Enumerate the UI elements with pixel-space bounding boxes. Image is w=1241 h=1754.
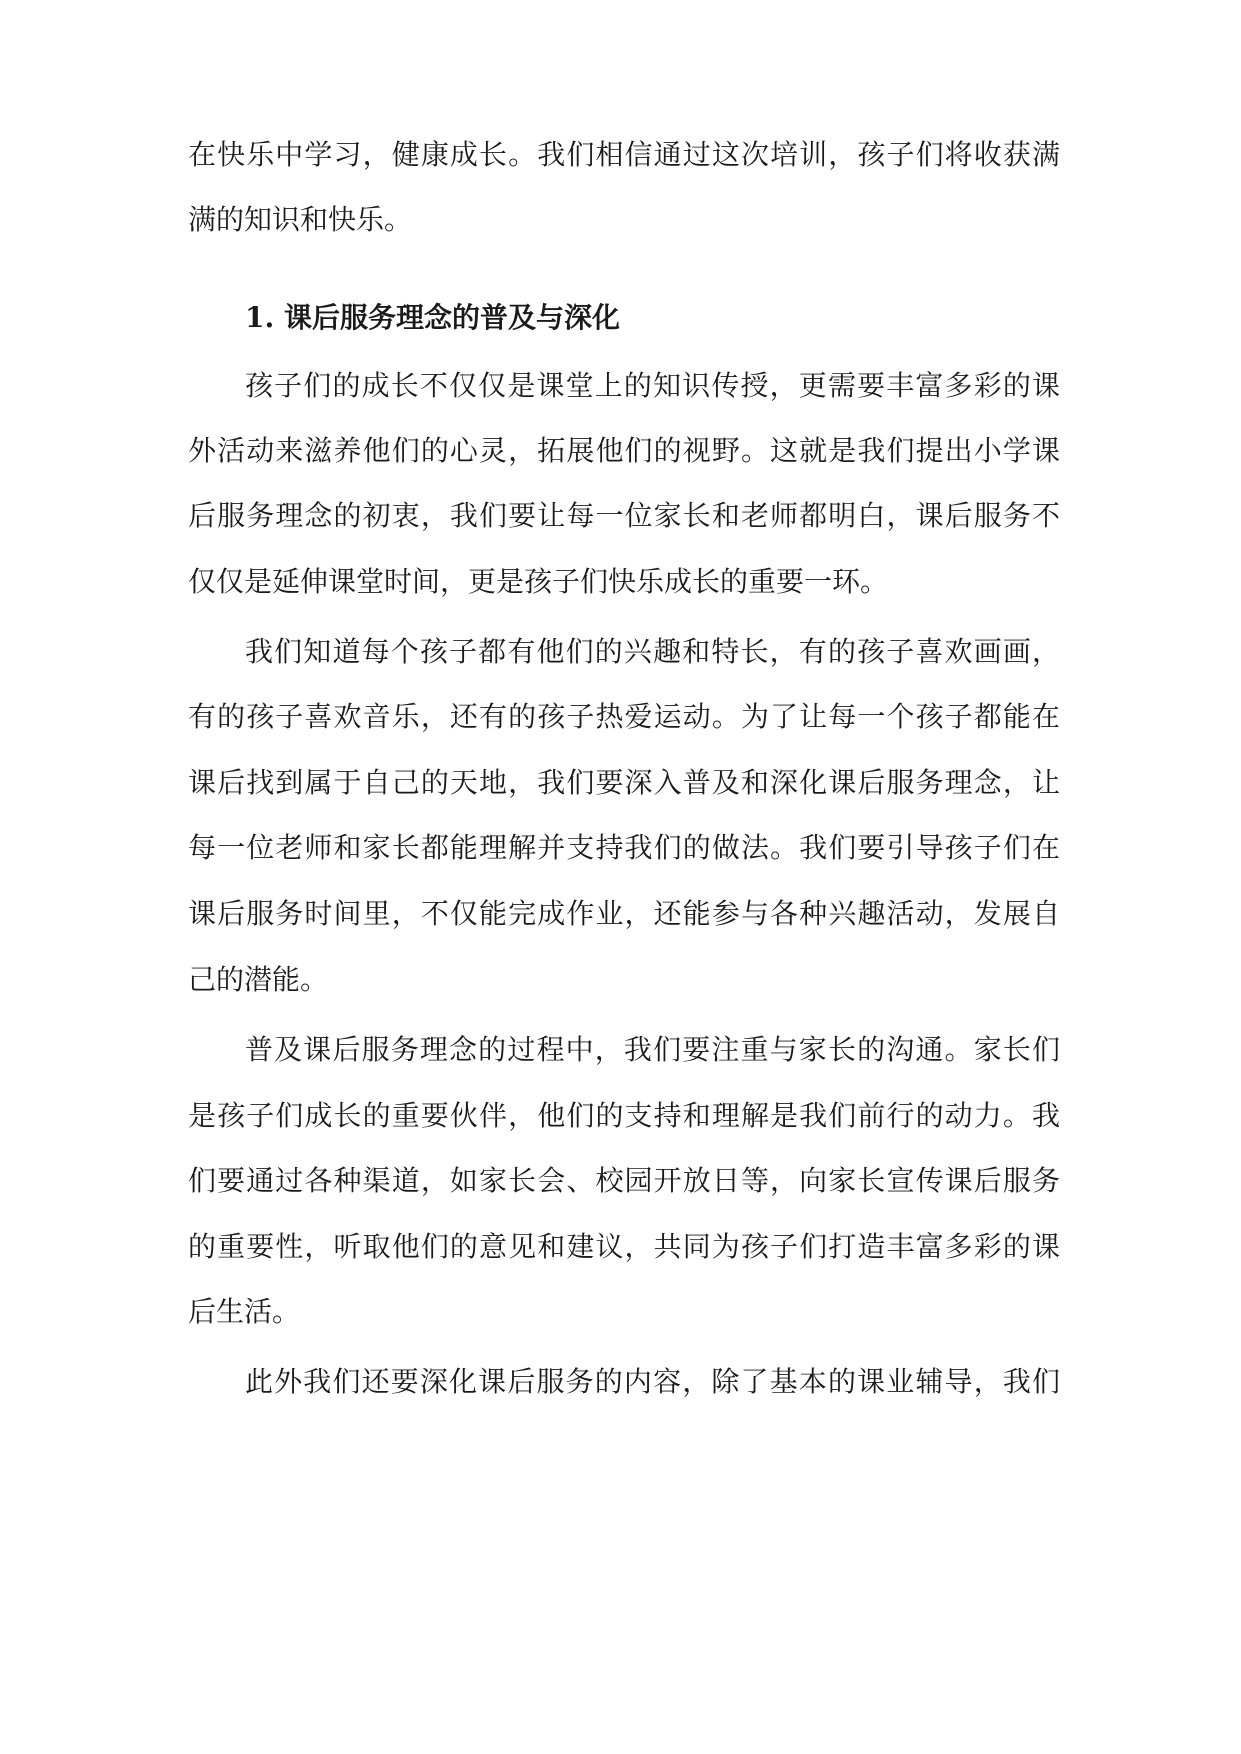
- paragraph-first-line: 孩子们的成长不仅仅是课堂上的知识传授，更需要丰富多彩的课: [245, 369, 1060, 402]
- text-line: 是孩子们成长的重要伙伴，他们的支持和理解是我们前行的动力。我: [188, 1099, 1060, 1132]
- paragraph-first-line: 我们知道每个孩子都有他们的兴趣和特长，有的孩子喜欢画画，: [245, 635, 1060, 668]
- text-line: 有的孩子喜欢音乐，还有的孩子热爱运动。为了让每一个孩子都能在: [188, 700, 1060, 733]
- text-line: 每一位老师和家长都能理解并支持我们的做法。我们要引导孩子们在: [188, 831, 1060, 864]
- text-line: 在快乐中学习，健康成长。我们相信通过这次培训，孩子们将收获满: [188, 138, 1060, 171]
- paragraph-first-line: 此外我们还要深化课后服务的内容，除了基本的课业辅导，我们: [245, 1365, 1060, 1398]
- text-line: 仅仅是延伸课堂时间，更是孩子们快乐成长的重要一环。: [188, 565, 889, 598]
- text-line: 课后服务时间里，不仅能完成作业，还能参与各种兴趣活动，发展自: [188, 897, 1060, 930]
- text-line: 课后找到属于自己的天地，我们要深入普及和深化课后服务理念，让: [188, 766, 1060, 799]
- text-line: 后生活。: [188, 1295, 301, 1328]
- text-line: 己的潜能。: [188, 963, 329, 996]
- text-line: 的重要性，听取他们的意见和建议，共同为孩子们打造丰富多彩的课: [188, 1230, 1060, 1263]
- text-line: 满的知识和快乐。: [188, 203, 413, 236]
- text-line: 后服务理念的初衷，我们要让每一位家长和老师都明白，课后服务不: [188, 499, 1060, 532]
- paragraph-first-line: 普及课后服务理念的过程中，我们要注重与家长的沟通。家长们: [245, 1033, 1060, 1066]
- text-line: 外活动来滋养他们的心灵，拓展他们的视野。这就是我们提出小学课: [188, 434, 1060, 467]
- section-heading: 1. 课后服务理念的普及与深化: [245, 301, 620, 334]
- text-line: 们要通过各种渠道，如家长会、校园开放日等，向家长宣传课后服务: [188, 1164, 1060, 1197]
